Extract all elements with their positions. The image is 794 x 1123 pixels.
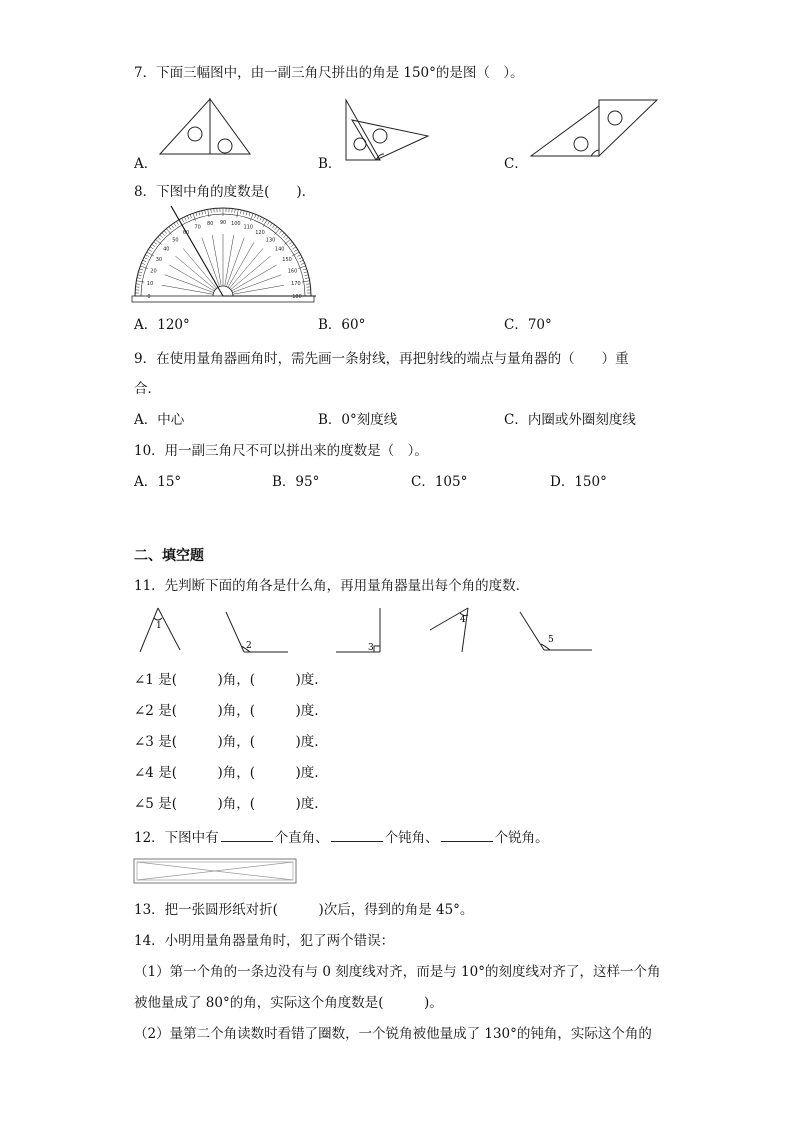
protractor-number: 130	[265, 237, 276, 244]
angle-4	[430, 608, 468, 652]
q8-option-b[interactable]: B．60°	[318, 317, 366, 333]
protractor-tick	[208, 209, 209, 217]
q12-part-3: 个钝角、	[384, 830, 439, 846]
protractor-tick	[137, 278, 141, 279]
protractor-tick	[158, 237, 161, 240]
q8-protractor-figure	[128, 200, 318, 308]
protractor-number: 50	[172, 237, 179, 244]
protractor-number: 120	[255, 229, 265, 236]
q12-blank-right[interactable]	[221, 827, 273, 842]
protractor-tick	[304, 272, 308, 273]
protractor-tick	[297, 255, 301, 257]
q12-blank-obtuse[interactable]	[331, 827, 383, 842]
q14-sub2-line1: （2）量第二个角读数时看错了圈数，一个锐角被他量成了 130°的钝角，实际这个角的	[134, 1026, 652, 1042]
protractor-tick	[144, 257, 148, 259]
q7-text: 7．下面三幅图中，由一副三角尺拼出的角是 150°的是图（ ）。	[134, 65, 524, 81]
protractor-number: 80	[206, 221, 214, 228]
q8-text: 8．下图中角的度数是( ).	[134, 184, 306, 200]
protractor-numbers	[147, 220, 302, 300]
q7-figure-a	[150, 96, 260, 158]
q7-option-b[interactable]: B．	[318, 156, 342, 172]
protractor-tick	[199, 211, 200, 215]
angle-label-4: 4	[460, 615, 466, 625]
protractor-tick	[211, 209, 212, 213]
section-heading-fill-in: 二、填空题	[134, 548, 204, 564]
q10-option-a[interactable]: A．15°	[134, 474, 182, 490]
q9-text-line2: 合．	[134, 381, 161, 397]
protractor-tick	[294, 249, 297, 251]
q7-option-c[interactable]: C．	[504, 156, 528, 172]
protractor-tick	[171, 225, 173, 228]
protractor-number: 110	[243, 224, 254, 231]
protractor-tick	[268, 221, 270, 224]
q9-option-a[interactable]: A．中心	[134, 412, 185, 428]
q12-part-2: 个直角、	[274, 830, 329, 846]
protractor-tick	[260, 217, 262, 221]
q12-part-4: 个锐角。	[494, 830, 549, 846]
q8-option-a[interactable]: A．120°	[134, 317, 190, 333]
q8-option-c[interactable]: C．70°	[504, 317, 552, 333]
protractor-tick	[187, 216, 189, 220]
protractor-tick	[143, 260, 147, 262]
protractor-number: 40	[163, 246, 170, 253]
angle-label-1: 1	[156, 621, 162, 631]
protractor-number: 170	[291, 281, 301, 288]
q9-option-b[interactable]: B．0°刻度线	[318, 412, 398, 428]
angle-label-3: 3	[368, 643, 374, 653]
protractor-tick	[293, 247, 296, 249]
q14-sub1-line1: （1）第一个角的一条边没有与 0 刻度线对齐，而是与 10°的刻度线对齐了，这样一个角	[134, 964, 661, 980]
q7-figure-c	[527, 96, 661, 160]
protractor-tick	[249, 212, 250, 216]
protractor-tick	[240, 210, 241, 214]
q11-row-4: ∠4 是( )角，( )度.	[134, 765, 319, 781]
protractor-tick	[243, 211, 244, 215]
protractor-tick	[254, 214, 255, 218]
protractor-tick	[281, 233, 284, 236]
protractor-tick	[305, 275, 309, 276]
protractor-number: 150	[282, 257, 292, 263]
protractor-tick	[306, 284, 310, 285]
protractor-tick	[291, 244, 294, 246]
protractor-tick	[301, 263, 305, 264]
q12-text	[134, 827, 549, 847]
protractor-tick	[176, 221, 178, 224]
protractor-number: 0	[147, 294, 151, 300]
protractor-tick	[202, 211, 203, 215]
q11-angles-figure	[138, 604, 598, 658]
protractor-number: 100	[231, 221, 241, 228]
protractor-tick	[205, 210, 206, 214]
q13-text: 13．把一张圆形纸对折( )次后，得到的角是 45°。	[134, 902, 474, 918]
q10-option-c[interactable]: C．105°	[411, 474, 468, 490]
protractor-tick	[275, 227, 277, 230]
q11-row-1: ∠1 是( )角，( )度.	[134, 672, 319, 688]
protractor-number: 140	[274, 246, 285, 253]
protractor-tick	[303, 269, 307, 270]
angle-label-2: 2	[246, 641, 252, 651]
protractor-tick	[138, 275, 142, 276]
protractor-tick	[190, 214, 191, 218]
q14-sub1-line2: 被他量成了 80°的角，实际这个角度数是( )。	[134, 995, 443, 1011]
protractor-tick	[152, 244, 155, 246]
q11-row-5: ∠5 是( )角，( )度.	[134, 796, 319, 812]
q7-figure-b	[340, 96, 432, 164]
angle-5	[520, 612, 592, 650]
protractor-tick	[138, 272, 142, 273]
protractor-number: 160	[287, 268, 298, 275]
protractor-tick	[283, 235, 286, 238]
protractor-number: 180	[292, 294, 302, 300]
protractor-tick	[302, 281, 310, 282]
protractor-tick	[246, 211, 247, 215]
protractor-tick	[285, 237, 288, 240]
protractor-number: 30	[155, 257, 163, 263]
q10-option-d[interactable]: D．150°	[550, 474, 607, 490]
protractor-tick	[145, 255, 149, 257]
q10-text: 10．用一副三角尺不可以拼出来的度数是（ ）。	[134, 443, 428, 459]
q10-option-b[interactable]: B．95°	[272, 474, 320, 490]
protractor-tick	[235, 209, 236, 213]
angle-1	[140, 608, 180, 652]
protractor-tick	[136, 284, 140, 285]
protractor-tick	[174, 223, 176, 226]
q7-option-a[interactable]: A．	[134, 156, 158, 172]
protractor-tick	[298, 257, 302, 259]
protractor-tick	[289, 242, 292, 244]
protractor-tick	[141, 263, 145, 264]
protractor-tick	[257, 216, 259, 220]
protractor-tick	[154, 242, 157, 244]
q9-option-c[interactable]: C．内圈或外圈刻度线	[504, 412, 636, 428]
protractor-tick	[162, 233, 165, 236]
q9-text-line1: 9．在使用量角器画角时，需先画一条射线，再把射线的端点与量角器的（ ）重	[134, 351, 629, 367]
angle-2	[226, 612, 288, 652]
protractor-tick	[305, 278, 309, 279]
protractor-tick	[300, 260, 304, 262]
protractor-tick	[136, 281, 144, 282]
protractor-tick	[237, 209, 238, 217]
q12-blank-acute[interactable]	[441, 827, 493, 842]
protractor-tick	[270, 223, 272, 226]
protractor-tick	[196, 212, 197, 216]
protractor-number: 70	[194, 224, 201, 231]
q12-part-1: 12．下图中有	[134, 830, 219, 846]
protractor-tick	[279, 231, 282, 234]
protractor-tick	[160, 235, 163, 238]
protractor-tick	[169, 227, 171, 230]
protractor-tick	[148, 249, 151, 251]
protractor-tick	[184, 217, 186, 221]
q11-row-2: ∠2 是( )角，( )度.	[134, 703, 319, 719]
protractor-tick	[139, 269, 143, 270]
protractor-number: 90	[219, 220, 227, 226]
protractor-tick	[182, 218, 184, 222]
q11-row-3: ∠3 是( )角，( )度.	[134, 734, 319, 750]
protractor-tick	[150, 247, 153, 249]
angle-label-5: 5	[548, 635, 554, 645]
protractor-tick	[164, 231, 167, 234]
protractor-number: 20	[150, 268, 157, 275]
protractor-number: 10	[146, 281, 154, 288]
protractor-base	[132, 296, 314, 302]
protractor-number: 60	[182, 229, 190, 236]
protractor-tick	[272, 225, 274, 228]
angle-3	[336, 608, 380, 653]
q14-text: 14．小明用量角器量角时，犯了两个错误：	[134, 933, 395, 949]
q12-rectangle-figure	[133, 858, 297, 884]
protractor-tick	[262, 218, 264, 222]
q11-text: 11．先判断下面的角各是什么角，再用量角器量出每个角的度数．	[134, 578, 530, 594]
